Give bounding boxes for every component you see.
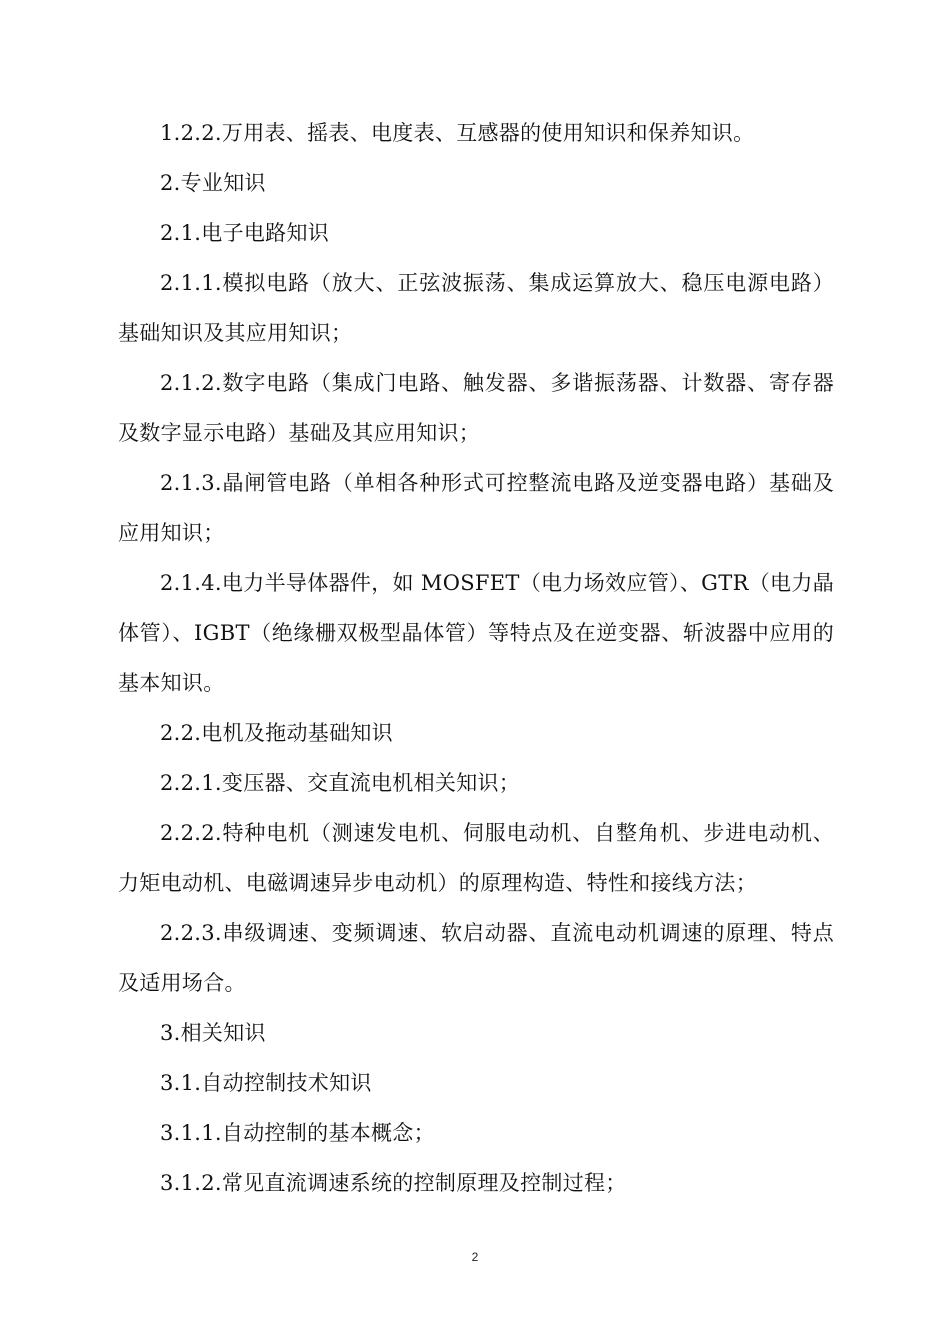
- paragraph-2-1-2: 2.1.2.数字电路（集成门电路、触发器、多谐振荡器、计数器、寄存器及数字显示电路）基础及其应用知识；: [118, 371, 834, 445]
- heading-3: 3.相关知识: [160, 1021, 266, 1045]
- paragraph-2-2-2: 2.2.2.特种电机（测速发电机、伺服电动机、自整角机、步进电动机、力矩电动机、电磁调速异步电动机）的原理构造、特性和接线方法；: [118, 821, 834, 895]
- paragraph-1-2-2: 1.2.2.万用表、摇表、电度表、互感器的使用知识和保养知识。: [160, 121, 755, 145]
- paragraph-2-2-3: 2.2.3.串级调速、变频调速、软启动器、直流电动机调速的原理、特点及适用场合。: [118, 921, 834, 995]
- heading-2-1: 2.1.电子电路知识: [160, 221, 330, 245]
- heading-2: 2.专业知识: [160, 171, 266, 195]
- document-body: [118, 108, 834, 1208]
- paragraph-2-1-3: 2.1.3.晶闸管电路（单相各种形式可控整流电路及逆变器电路）基础及应用知识；: [118, 471, 834, 545]
- paragraph-2-2-1: 2.2.1.变压器、交直流电机相关知识；: [160, 771, 521, 795]
- paragraph-3-1-1: 3.1.1.自动控制的基本概念；: [160, 1121, 435, 1145]
- heading-3-1: 3.1.自动控制技术知识: [160, 1071, 372, 1095]
- paragraph-2-1-4: 2.1.4.电力半导体器件，如 MOSFET（电力场效应管）、GTR（电力晶体管）、IGBT（绝缘栅双极型晶体管）等特点及在逆变器、斩波器中应用的基本知识。: [118, 571, 834, 695]
- heading-2-2: 2.2.电机及拖动基础知识: [160, 721, 393, 745]
- page-number: 2: [471, 1250, 479, 1264]
- paragraph-2-1-1: 2.1.1.模拟电路（放大、正弦波振荡、集成运算放大、稳压电源电路）基础知识及其应用知识；: [118, 271, 834, 345]
- paragraph-3-1-2: 3.1.2.常见直流调速系统的控制原理及控制过程；: [160, 1171, 627, 1195]
